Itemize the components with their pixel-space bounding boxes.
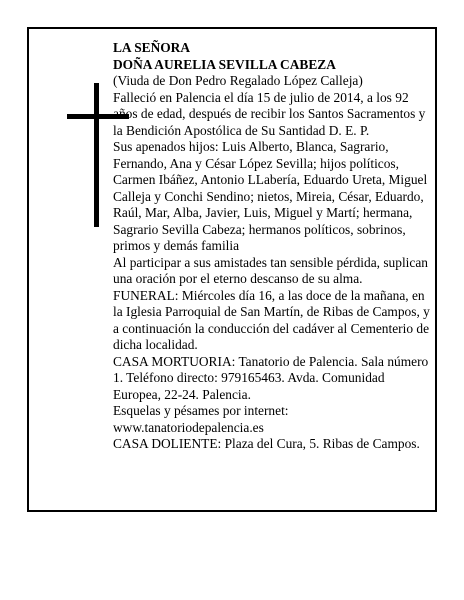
widow-note: (Viuda de Don Pedro Regalado López Calleja) <box>113 73 363 88</box>
funeral-info: FUNERAL: Miércoles día 16, a las doce de la mañana, en la Iglesia Parroquial de San Martín, de Ribas de Campos, y a continuación la conducción del cadáver al Cementerio de dicha localidad. <box>113 287 430 352</box>
cross-vertical-bar <box>94 83 99 227</box>
heading-title: LA SEÑORA <box>113 40 191 55</box>
funeral-home-info: CASA MORTUORIA: Tanatorio de Palencia. Sala número 1. Teléfono directo: 979165463. Avda. Comunidad Europea, 22-24. Palencia. <box>113 353 429 402</box>
obituary-text <box>113 40 431 453</box>
death-notice: Falleció en Palencia el día 15 de julio de 2014, a los 92 años de edad, después de recibir los Santos Sacramentos y la Bendición Apostólica de Su Santidad D. E. P. <box>113 89 426 138</box>
deceased-name: DOÑA AURELIA SEVILLA CABEZA <box>113 56 336 72</box>
family-list: Sus apenados hijos: Luis Alberto, Blanca, Sagrario, Fernando, Ana y César López Sevilla; hijos políticos, Carmen Ibáñez, Antonio LLabería, Eduardo Ureta, Miguel Calleja y Conchi Sendino; nietos, Mireia, César, Eduardo, Raúl, Mar, Alba, Javier, Luis, Miguel y Martí; hermana, Sagrario Sevilla Cabeza; hermanos políticos, sobrinos, primos y demás familia <box>113 139 428 253</box>
condolences-info: Esquelas y pésames por internet: www.tanatoriodepalencia.es <box>113 403 289 435</box>
prayer-request: Al participar a sus amistades tan sensible pérdida, suplican una oración por el eterno descanso de su alma. <box>113 254 428 286</box>
family-home-info: CASA DOLIENTE: Plaza del Cura, 5. Ribas de Campos. <box>113 436 420 451</box>
